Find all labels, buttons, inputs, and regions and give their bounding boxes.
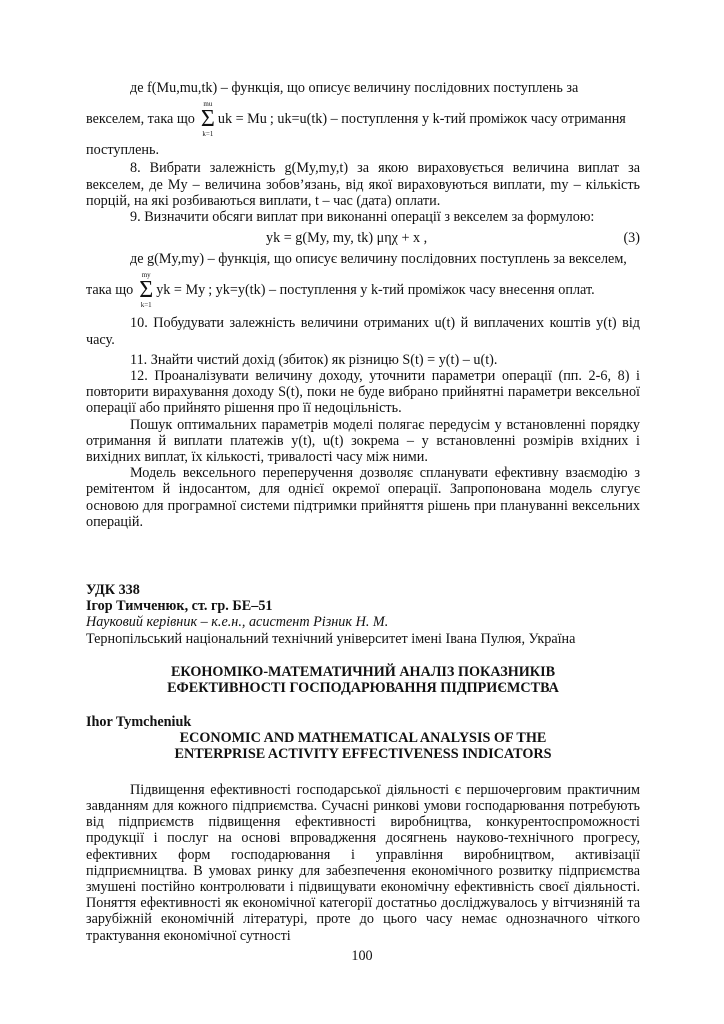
item-12: 12. Проаналізувати величину доходу, уточнити параметри операції (пп. 2-6, 8) і повторити вирахування доходу S(t), поки не буде вибрано прийнятні параметри вексельної операції або прийнято рішення про її недоцільність. — [86, 368, 640, 417]
para-model: Модель вексельного переперучення дозволяє спланувати ефективну взаємодію з ремітентом й індосантом, для однієї окремої операції. Запропонована модель слугує основою для програмної системи підтримки прийняття рішень при плануванні вексельних операцій. — [86, 465, 640, 530]
sum-expression: uk = Mu — [217, 111, 267, 128]
sigma-symbol: mu Σ k=1 — [200, 100, 215, 139]
author-line: Ігор Тимченюк, ст. гр. БЕ–51 — [86, 598, 273, 615]
para2-line2-pre: така що — [86, 282, 134, 299]
para2-sum-line — [86, 271, 640, 309]
para1-sum-line — [86, 100, 640, 138]
sum-lower-limit: k=1 — [140, 301, 152, 310]
author-english: Ihor Tymcheniuk — [86, 713, 192, 730]
university-line: Тернопільський національний технічний університет імені Івана Пулюя, Україна — [86, 630, 576, 647]
sum-formula-y — [139, 271, 205, 309]
para-search: Пошук оптимальних параметрів моделі полягає передусім у встановленні порядку отримання й виплати платежів y(t), u(t) зокрема – у встановленні розмірів вхідних і вихідних виплат, їх кількості, тривалості часу між ними. — [86, 416, 640, 466]
equation-number: (3) — [623, 230, 640, 247]
para2-line2-post: ; yk=y(tk) – поступлення у k-тий проміжок часу внесення оплат. — [208, 282, 595, 299]
title-ukrainian: ЕКОНОМІКО-МАТЕМАТИЧНИЙ АНАЛІЗ ПОКАЗНИКІВ ЕФЕКТИВНОСТІ ГОСПОДАРЮВАННЯ ПІДПРИЄМСТВА — [167, 663, 559, 697]
para1-line2-post: ; uk=u(tk) – поступлення у k-тий проміжок часу отримання — [269, 111, 626, 128]
supervisor-line: Науковий керівник – к.е.н., асистент Різник Н. М. — [86, 614, 389, 631]
para1-line1: де f(Mu,mu,tk) – функція, що описує величину послідовних поступлень за — [130, 80, 579, 96]
sum-formula-u — [201, 100, 267, 138]
sum-expression: yk = My — [156, 282, 206, 299]
item-11: 11. Знайти чистий дохід (збиток) як різницю S(t) = y(t) – u(t). — [130, 351, 498, 368]
para1-line3: поступлень. — [86, 142, 160, 159]
sigma-symbol: my Σ k=1 — [139, 271, 154, 310]
item-10: 10. Побудувати залежність величини отриманих u(t) й виплачених коштів y(t) від часу. — [86, 315, 640, 348]
page-number: 100 — [351, 948, 373, 964]
sum-upper-limit: my — [141, 271, 151, 280]
udk-code: УДК 338 — [86, 582, 140, 599]
para2-line1: де g(My,my) – функція, що описує величину послідовних поступлень за векселем, — [130, 251, 627, 268]
item-9: 9. Визначити обсяги виплат при виконанні операції з векселем за формулою: — [130, 209, 595, 226]
page-content — [86, 80, 640, 944]
sum-lower-limit: k=1 — [202, 130, 214, 139]
equation-formula: yk = g(My, my, tk) μηχ + x , — [266, 230, 428, 247]
title-english: ECONOMIC AND MATHEMATICAL ANALYSIS OF THE ENTERPRISE ACTIVITY EFFECTIVENESS INDICATORS — [174, 729, 552, 763]
item-8: 8. Вибрати залежність g(My,my,t) за якою вираховується величина виплат за векселем, де My – величина зобов’язань, від якої вираховуються виплати, my – кількість порцій, на які розбиваються виплати, t – час (дата) оплати. — [86, 160, 640, 209]
para1-line2-pre: векселем, така що — [86, 111, 195, 128]
body-paragraph: Підвищення ефективності господарської діяльності є першочерговим практичним завданням для кожного підприємства. Сучасні ринкові умови господарювання потребують від підприємств підвищення ефективності виробництва, конкурентоспроможності продукції і послуг на основі впровадження досягнень науково-технічного прогресу, ефективних форм господарювання і управління виробництвом, активізації підприємництва. В умовах ринку для забезпечення економічного розвитку підприємства змушені постійно контролювати і підвищувати економічну ефективність своєї діяльності. Поняття ефективності як економічної категорії достатньо досліджувалось у вітчизняній та зарубіжній економічній літературі, проте до цього часу немає однозначного чіткого трактування економічної сутності — [86, 781, 640, 944]
sum-upper-limit: mu — [203, 100, 213, 109]
equation-3 — [86, 227, 640, 249]
